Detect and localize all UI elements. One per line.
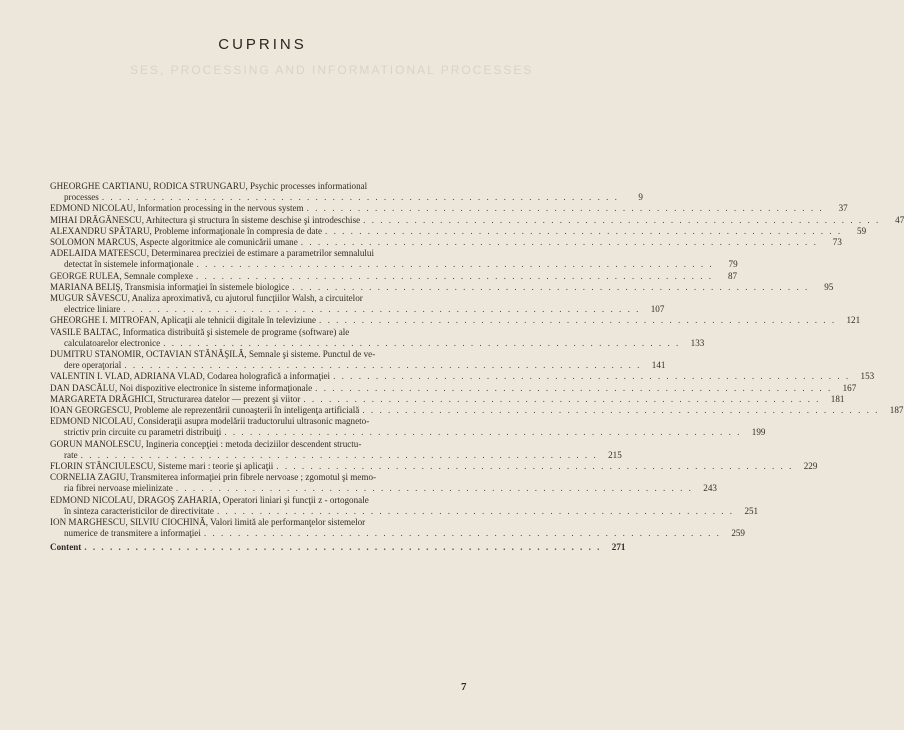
- toc-line: [50, 349, 481, 360]
- entry-text: GEORGE RULEA, Semnale complexe: [50, 270, 193, 281]
- entry-page-number: 107: [650, 304, 665, 315]
- dot-leader: . . . . . . . . . . . . . . . . . . . . . . . . . . . . . . . . . . . . . . . . . . . . . . . . . . . . . . . . . . . . .: [175, 483, 693, 494]
- entry-text: dere operaţorial: [64, 360, 122, 371]
- table-of-contents: [50, 181, 904, 553]
- toc-line: [50, 505, 759, 517]
- entry-page-number: 187: [889, 405, 904, 416]
- dot-leader: . . . . . . . . . . . . . . . . . . . . . . . . . . . . . . . . . . . . . . . . . . . . . . . . . . . . . . . . . . . . .: [224, 427, 742, 438]
- toc-entry: [50, 472, 717, 494]
- entry-page-number: 271: [611, 541, 626, 552]
- toc-line: [50, 293, 481, 304]
- entry-text: VALENTIN I. VLAD, ADRIANA VLAD, Codarea holografică a informaţiei: [50, 371, 331, 382]
- toc-entry: [50, 382, 857, 394]
- toc-entry: [50, 494, 759, 517]
- entry-text: strictiv prin circuite cu parametri distribuiţi: [64, 427, 222, 438]
- entry-page-number: 73: [832, 237, 842, 248]
- toc-entry: [50, 371, 875, 382]
- toc-entry: [50, 438, 622, 461]
- entry-text: DAN DASCĂLU, Noi dispozitive electronice în sisteme informaţionale: [50, 382, 313, 393]
- toc-line: [50, 304, 665, 315]
- dot-leader: . . . . . . . . . . . . . . . . . . . . . . . . . . . . . . . . . . . . . . . . . . . . . . . . . . . . . . . . . . . . .: [101, 192, 619, 203]
- entry-page-number: 9: [638, 192, 643, 203]
- toc-line: [50, 181, 481, 192]
- entry-text: Content: [50, 541, 82, 552]
- toc-entry: [50, 517, 745, 539]
- entry-text: în sinteza caracteristicilor de directivitate: [64, 505, 214, 516]
- toc-line: [50, 203, 848, 214]
- toc-line: [50, 439, 481, 450]
- toc-line: [50, 371, 875, 382]
- dot-leader: . . . . . . . . . . . . . . . . . . . . . . . . . . . . . . . . . . . . . . . . . . . . . . . . . . . . . . . . . . . . .: [163, 337, 681, 348]
- entry-text: MARIANA BELIŞ, Transmisia informaţiei în sistemele biologice: [50, 281, 290, 292]
- entry-text: VASILE BALTAC, Informatica distribuită şi sistemele de programe (software) ale: [50, 326, 350, 337]
- dot-leader: . . . . . . . . . . . . . . . . . . . . . . . . . . . . . . . . . . . . . . . . . . . . . . . . . . . . . . . . . . . . .: [319, 315, 837, 326]
- entry-text: MUGUR SĂVESCU, Analiza aproximativă, cu ajutorul funcţiilor Walsh, a circuitelor: [50, 293, 363, 304]
- toc-line: [50, 360, 666, 371]
- dot-leader: . . . . . . . . . . . . . . . . . . . . . . . . . . . . . . . . . . . . . . . . . . . . . . . . . . . . . . . . . . . . .: [216, 505, 735, 516]
- bleed-through-text: SES, PROCESSING AND INFORMATIONAL PROCESSES: [130, 63, 534, 77]
- toc-entry: [50, 270, 738, 282]
- entry-page-number: 47: [895, 214, 904, 225]
- entry-text: EDMOND NICOLAU, DRAGOŞ ZAHARIA, Operatori liniari şi funcţii z - ortogonale: [50, 494, 369, 505]
- page-heading: CUPRINS: [218, 36, 307, 53]
- entry-text: detectat în sistemele informaţionale: [64, 259, 194, 270]
- toc-entry: [50, 248, 738, 270]
- dot-leader: . . . . . . . . . . . . . . . . . . . . . . . . . . . . . . . . . . . . . . . . . . . . . . . . . . . . . . . . . . . . .: [203, 528, 721, 539]
- toc-entry: [50, 214, 904, 226]
- page-number: 7: [461, 681, 467, 693]
- toc-line: [50, 483, 717, 494]
- entry-page-number: 79: [728, 259, 738, 270]
- entry-text: MIHAI DRĂGĂNESCU, Arhitectura şi structura în sisteme deschise şi introdeschise: [50, 214, 361, 225]
- toc-line: [50, 528, 745, 539]
- entry-text: ALEXANDRU SPĂTARU, Probleme informaţionale în compresia de date: [50, 225, 323, 236]
- toc-entry: [50, 225, 867, 237]
- dot-leader: . . . . . . . . . . . . . . . . . . . . . . . . . . . . . . . . . . . . . . . . . . . . . . . . . . . . . . . . . . . . .: [84, 541, 602, 552]
- entry-text: IOAN GEORGESCU, Probleme ale reprezentării cunoaşterii în inteligenţa artificială: [50, 405, 360, 416]
- entry-page-number: 87: [727, 270, 738, 281]
- toc-line: [50, 517, 481, 528]
- entry-text: GORUN MANOLESCU, Ingineria concepţiei : metoda deciziilor descendent structu-: [50, 438, 362, 449]
- dot-leader: . . . . . . . . . . . . . . . . . . . . . . . . . . . . . . . . . . . . . . . . . . . . . . . . . . . . . . . . . . . . .: [300, 237, 818, 248]
- entry-page-number: 153: [860, 371, 875, 382]
- dot-leader: . . . . . . . . . . . . . . . . . . . . . . . . . . . . . . . . . . . . . . . . . . . . . . . . . . . . . . . . . . . . .: [276, 461, 794, 472]
- toc-entry: [50, 416, 766, 438]
- entry-text: ADELAIDA MATEESCU, Determinarea preciziei de estimare a parametrilor semnalului: [50, 248, 374, 259]
- entry-text: MARGARETA DRĂGHICI, Structurarea datelor — prezent şi viitor: [50, 393, 301, 404]
- dot-leader: . . . . . . . . . . . . . . . . . . . . . . . . . . . . . . . . . . . . . . . . . . . . . . . . . . . . . . . . . . . . .: [362, 405, 880, 416]
- toc-line: [50, 541, 626, 553]
- toc-line: [50, 416, 481, 427]
- toc-line: [50, 327, 481, 338]
- dot-leader: . . . . . . . . . . . . . . . . . . . . . . . . . . . . . . . . . . . . . . . . . . . . . . . . . . . . . . . . . . . . .: [195, 270, 714, 281]
- dot-leader: . . . . . . . . . . . . . . . . . . . . . . . . . . . . . . . . . . . . . . . . . . . . . . . . . . . . . . . . . . . . .: [124, 360, 642, 371]
- toc-line: [50, 214, 904, 226]
- entry-text: ria fibrei nervoase mielinizate: [64, 483, 173, 494]
- toc-line: [50, 192, 643, 203]
- dot-leader: . . . . . . . . . . . . . . . . . . . . . . . . . . . . . . . . . . . . . . . . . . . . . . . . . . . . . . . . . . . . .: [363, 214, 881, 225]
- toc-line: [50, 472, 481, 483]
- entry-text: electrice liniare: [64, 304, 121, 315]
- entry-page-number: 259: [731, 528, 745, 539]
- entry-text: DUMITRU STANOMIR, OCTAVIAN STĂNĂŞILĂ, Semnale şi sisteme. Punctul de ve-: [50, 349, 376, 360]
- entry-page-number: 229: [803, 461, 818, 472]
- entry-text: calculatoarelor electronice: [64, 337, 161, 348]
- toc-entry: [50, 237, 842, 248]
- entry-text: rate: [64, 449, 78, 460]
- toc-line: [50, 259, 738, 270]
- toc-line: [50, 449, 622, 461]
- toc-entry: [50, 203, 848, 214]
- entry-page-number: 133: [690, 337, 705, 348]
- toc-entry: [50, 281, 834, 293]
- dot-leader: . . . . . . . . . . . . . . . . . . . . . . . . . . . . . . . . . . . . . . . . . . . . . . . . . . . . . . . . . . . . .: [333, 371, 851, 382]
- toc-line: [50, 270, 738, 282]
- entry-page-number: 121: [846, 315, 861, 326]
- dot-leader: . . . . . . . . . . . . . . . . . . . . . . . . . . . . . . . . . . . . . . . . . . . . . . . . . . . . . . . . . . . . .: [123, 304, 641, 315]
- dot-leader: . . . . . . . . . . . . . . . . . . . . . . . . . . . . . . . . . . . . . . . . . . . . . . . . . . . . . . . . . . . . .: [196, 259, 714, 270]
- toc-line: [50, 427, 766, 438]
- entry-page-number: 199: [751, 427, 766, 438]
- entry-text: processes: [64, 192, 99, 203]
- toc-line: [50, 248, 481, 259]
- toc-entry: [50, 393, 845, 405]
- entry-page-number: 167: [842, 382, 857, 393]
- toc-line: [50, 495, 481, 506]
- entry-text: EDMOND NICOLAU, Consideraţii asupra modelării traductorului ultrasonic magneto-: [50, 416, 370, 427]
- toc-line: [50, 281, 834, 293]
- toc-line: [50, 405, 904, 416]
- dot-leader: . . . . . . . . . . . . . . . . . . . . . . . . . . . . . . . . . . . . . . . . . . . . . . . . . . . . . . . . . . . . .: [325, 225, 843, 236]
- toc-line: [50, 237, 842, 248]
- toc-line: [50, 461, 818, 472]
- toc-entry: [50, 326, 705, 349]
- entry-text: EDMOND NICOLAU, Information processing in the nervous system: [50, 203, 304, 214]
- toc-entry: [50, 315, 861, 326]
- entry-page-number: 181: [830, 393, 845, 404]
- dot-leader: . . . . . . . . . . . . . . . . . . . . . . . . . . . . . . . . . . . . . . . . . . . . . . . . . . . . . . . . . . . . .: [80, 449, 598, 460]
- toc-entry: [50, 349, 666, 371]
- toc-entry-content: [50, 541, 626, 553]
- entry-text: ION MARGHESCU, SILVIU CIOCHINĂ, Valori limită ale performanţelor sistemelor: [50, 517, 366, 528]
- dot-leader: . . . . . . . . . . . . . . . . . . . . . . . . . . . . . . . . . . . . . . . . . . . . . . . . . . . . . . . . . . . . .: [292, 281, 810, 292]
- entry-text: GHEORGHE I. MITROFAN, Aplicaţii ale tehnicii digitale în televiziune: [50, 315, 317, 326]
- entry-page-number: 37: [838, 203, 848, 214]
- toc-entry: [50, 461, 818, 472]
- toc-entry: [50, 293, 665, 315]
- dot-leader: . . . . . . . . . . . . . . . . . . . . . . . . . . . . . . . . . . . . . . . . . . . . . . . . . . . . . . . . . . . . .: [315, 382, 833, 393]
- entry-page-number: 243: [703, 483, 717, 494]
- toc-line: [50, 337, 705, 349]
- entry-text: CORNELIA ZAGIU, Transmiterea informaţiei prin fibrele nervoase ; zgomotul şi memo-: [50, 472, 377, 483]
- entry-text: SOLOMON MARCUS, Aspecte algoritmice ale comunicării umane: [50, 237, 298, 248]
- toc-line: [50, 225, 867, 237]
- entry-page-number: 215: [608, 449, 622, 460]
- toc-entry: [50, 405, 904, 416]
- entry-text: FLORIN STĂNCIULESCU, Sisteme mari : teorie şi aplicaţii: [50, 461, 274, 472]
- entry-text: GHEORGHE CARTIANU, RODICA STRUNGARU, Psychic processes informational: [50, 181, 368, 191]
- dot-leader: . . . . . . . . . . . . . . . . . . . . . . . . . . . . . . . . . . . . . . . . . . . . . . . . . . . . . . . . . . . . .: [303, 393, 821, 404]
- entry-page-number: 141: [651, 360, 666, 371]
- toc-line: [50, 315, 861, 326]
- dot-leader: . . . . . . . . . . . . . . . . . . . . . . . . . . . . . . . . . . . . . . . . . . . . . . . . . . . . . . . . . . . . .: [306, 203, 824, 214]
- toc-entry: [50, 181, 643, 203]
- entry-page-number: 95: [824, 281, 834, 292]
- entry-page-number: 251: [744, 505, 759, 516]
- entry-page-number: 59: [857, 225, 867, 236]
- toc-line: [50, 382, 857, 394]
- toc-line: [50, 393, 845, 405]
- entry-text: numerice de transmitere a informaţiei: [64, 528, 201, 539]
